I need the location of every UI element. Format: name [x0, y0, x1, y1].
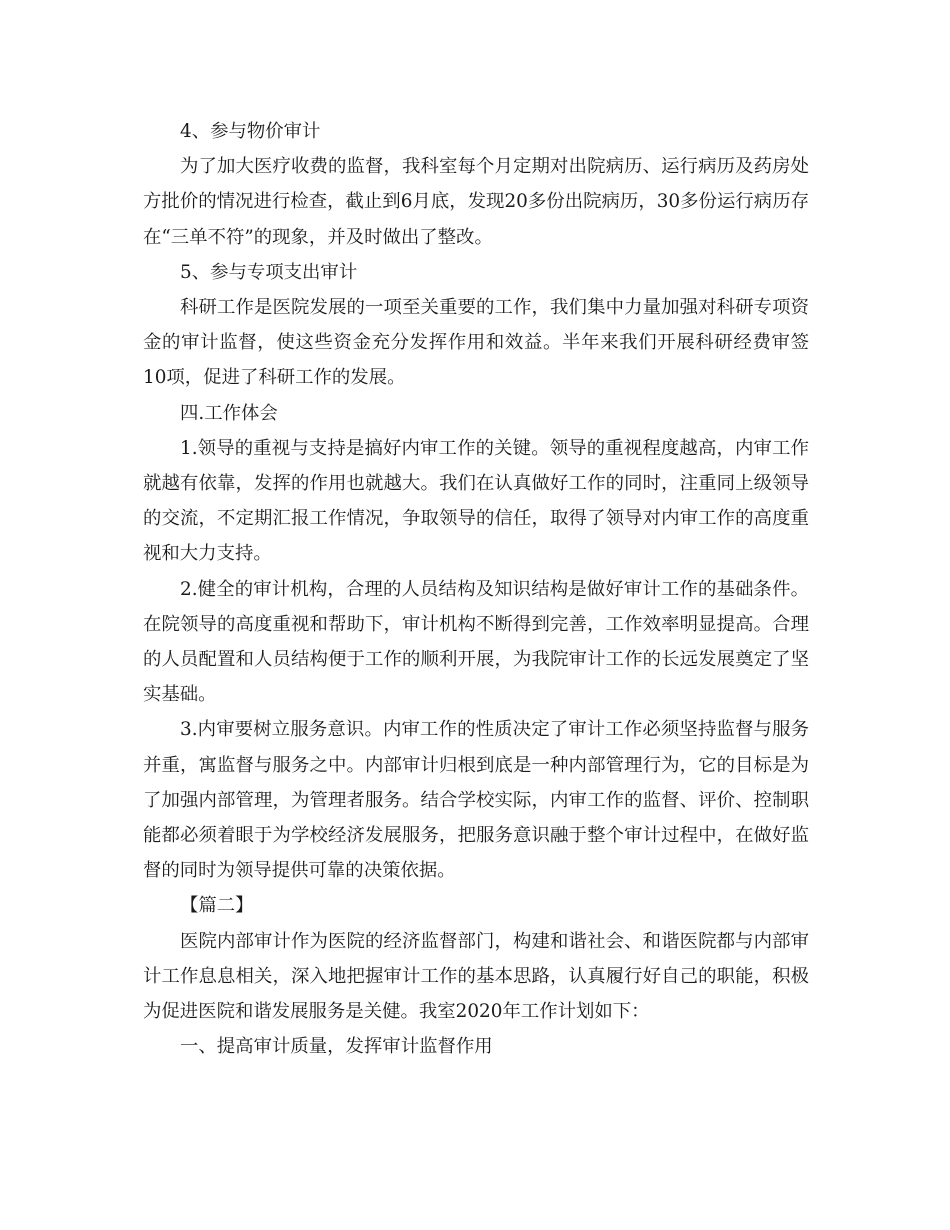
section-heading-work-experience: 四.工作体会 [180, 402, 278, 424]
paragraph-experience-1: 1.领导的重视与支持是搞好内审工作的关键。领导的重视程度越高，内审工作就越有依靠，发挥的作用也就越大。我们在认真做好工作的同时，注重同上级领导的交流，不定期汇报工作情况，争取领导的信任，取得了领导对内审工作的高度重视和大力支持。 [143, 437, 809, 565]
section-heading-special-expense-audit: 5、参与专项支出审计 [180, 261, 358, 283]
section-heading-price-audit: 4、参与物价审计 [180, 121, 321, 142]
part-two-heading: 【篇二】 [180, 895, 254, 917]
paragraph-experience-3: 3.内审要树立服务意识。内审工作的性质决定了审计工作必须坚持监督与服务并重，寓监督与服务之中。内部审计归根到底是一种内部管理行为，它的目标是为了加强内部管理，为管理者服务。结合学校实际，内审工作的监督、评价、控制职能都必须着眼于为学校经济发展服务，把服务意识融于整个审计过程中，在做好监督的同时为领导提供可靠的决策依据。 [143, 719, 809, 882]
paragraph-price-audit: 为了加大医疗收费的监督，我科室每个月定期对出院病历、运行病历及药房处方批价的情况进行检查，截止到6月底，发现20多份出院病历，30多份运行病历存在“三单不符”的现象，并及时做出了整改。 [143, 156, 809, 248]
paragraph-special-expense-audit: 科研工作是医院发展的一项至关重要的工作，我们集中力量加强对科研专项资金的审计监督，使这些资金充分发挥作用和效益。半年来我们开展科研经费审签10项，促进了科研工作的发展。 [143, 297, 809, 389]
paragraph-experience-2: 2.健全的审计机构，合理的人员结构及知识结构是做好审计工作的基础条件。在院领导的高度重视和帮助下，审计机构不断得到完善，工作效率明显提高。合理的人员配置和人员结构便于工作的顺利开展，为我院审计工作的长远发展奠定了坚实基础。 [143, 578, 809, 706]
paragraph-part-two-intro: 医院内部审计作为医院的经济监督部门，构建和谐社会、和谐医院都与内部审计工作息息相关，深入地把握审计工作的基本思路，认真履行好自己的职能，积极为促进医院和谐发展服务是关健。我室2020年工作计划如下： [143, 930, 809, 1023]
section-heading-improve-audit-quality: 一、提高审计质量，发挥审计监督作用 [180, 1036, 493, 1058]
document-body [143, 114, 809, 1064]
